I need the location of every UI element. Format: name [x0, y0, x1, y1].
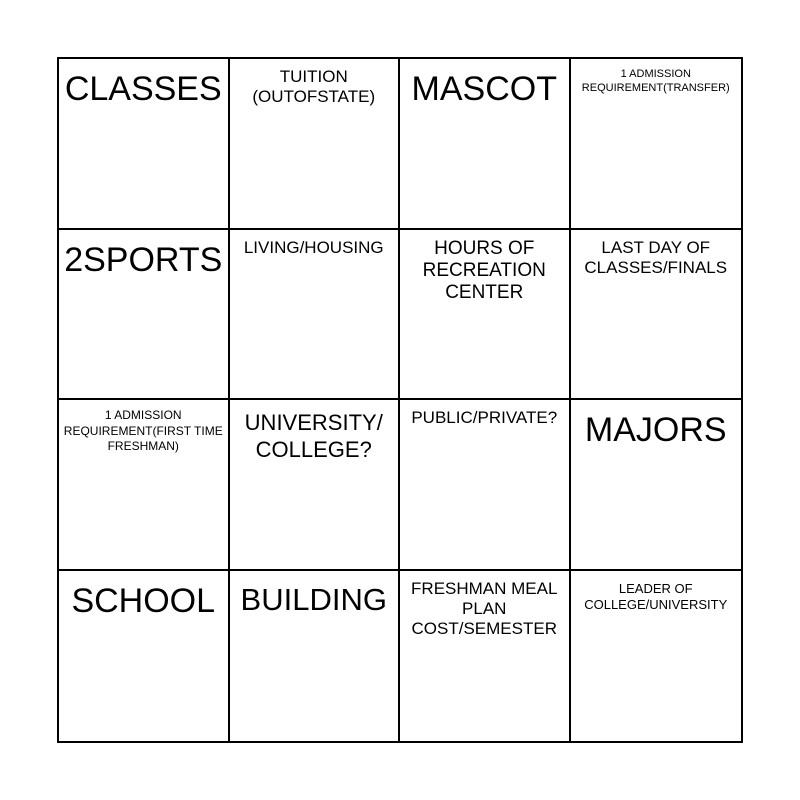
bingo-cell-mascot[interactable]: MASCOT — [400, 59, 571, 230]
bingo-cell-majors[interactable]: MAJORS — [571, 400, 742, 571]
bingo-cell-admission-freshman[interactable]: 1 ADMISSION REQUIREMENT(FIRST TIME FRESHMAN) — [59, 400, 230, 571]
bingo-cell-meal-plan[interactable]: FRESHMAN MEAL PLAN COST/SEMESTER — [400, 571, 571, 742]
bingo-cell-sports[interactable]: 2SPORTS — [59, 230, 230, 401]
bingo-card — [57, 57, 743, 743]
bingo-cell-school[interactable]: SCHOOL — [59, 571, 230, 742]
bingo-cell-last-day[interactable]: LAST DAY OF CLASSES/FINALS — [571, 230, 742, 401]
bingo-cell-leader[interactable]: LEADER OF COLLEGE/UNIVERSITY — [584, 580, 728, 613]
bingo-cell-building[interactable]: BUILDING — [230, 571, 401, 742]
bingo-cell-recreation-hours[interactable]: HOURS OF RECREATION CENTER — [400, 230, 571, 401]
bingo-cell-living-housing[interactable]: LIVING/HOUSING — [230, 230, 401, 401]
bingo-cell-university-college[interactable]: UNIVERSITY/ COLLEGE? — [230, 400, 401, 571]
bingo-cell-public-private[interactable]: PUBLIC/PRIVATE? — [400, 400, 571, 571]
bingo-cell-admission-transfer[interactable]: 1 ADMISSION REQUIREMENT(TRANSFER) — [571, 59, 742, 230]
bingo-cell-tuition[interactable]: TUITION (OUTOFSTATE) — [230, 59, 401, 230]
bingo-cell-classes[interactable]: CLASSES — [59, 59, 230, 230]
